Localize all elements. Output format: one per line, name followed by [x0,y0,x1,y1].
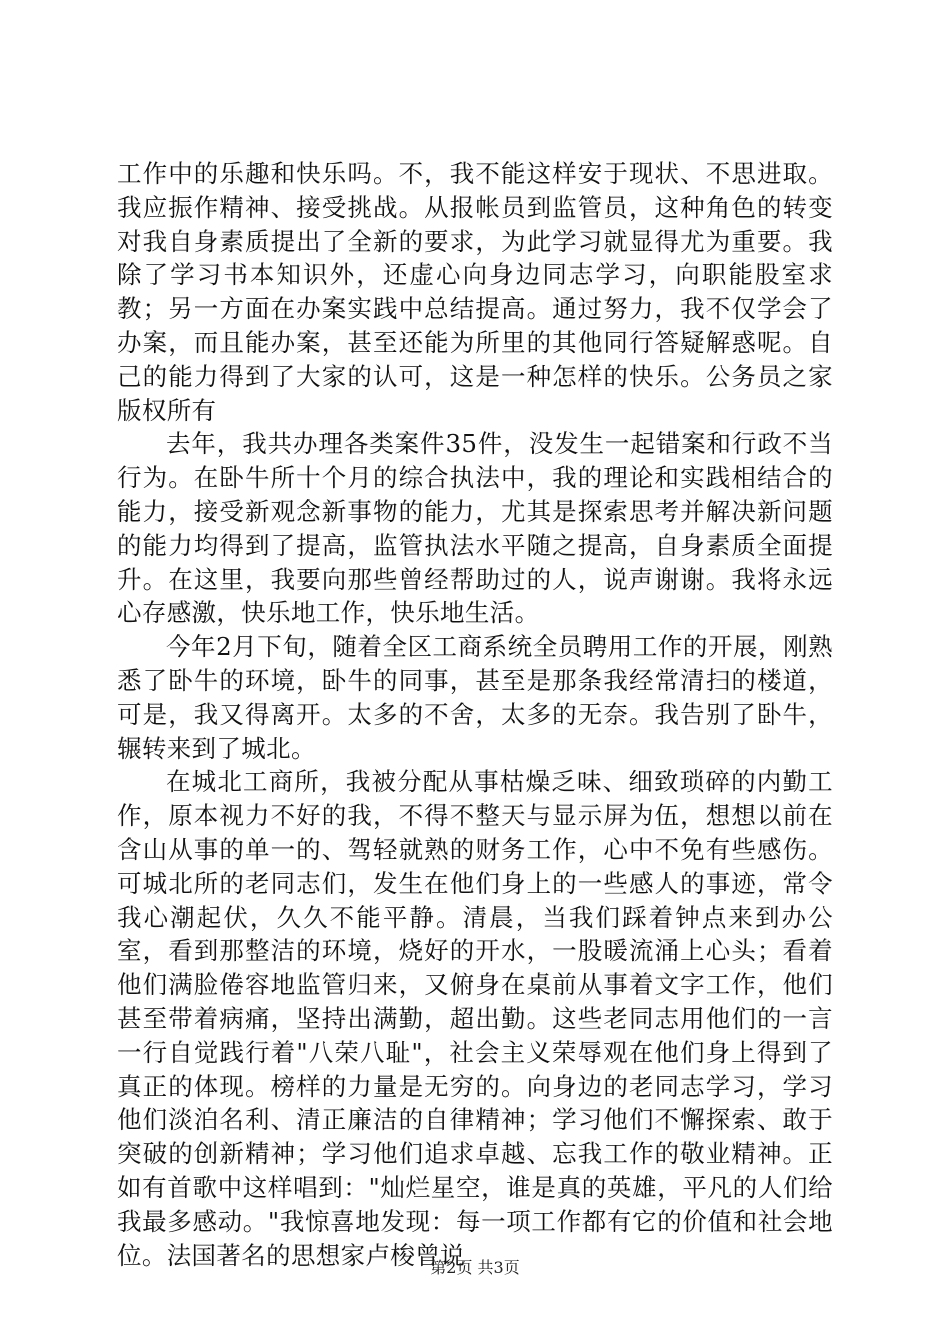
paragraph: 在城北工商所，我被分配从事枯燥乏味、细致琐碎的内勤工作，原本视力不好的我，不得不整天与显示屏为伍，想想以前在含山从事的单一的、驾轻就熟的财务工作，心中不免有些感伤。可城北所的老同志们，发生在他们身上的一些感人的事迹，常令我心潮起伏，久久不能平静。清晨，当我们踩着钟点来到办公室，看到那整洁的环境，烧好的开水，一股暖流涌上心头；看着他们满脸倦容地监管归来，又俯身在桌前从事着文字工作，他们甚至带着病痛，坚持出满勤，超出勤。这些老同志用他们的一言一行自觉践行着"八荣八耻"，社会主义荣辱观在他们身上得到了真正的体现。榜样的力量是无穷的。向身边的老同志学习，学习他们淡泊名利、清正廉洁的自律精神；学习他们不懈探索、敢于突破的创新精神；学习他们追求卓越、忘我工作的敬业精神。正如有首歌中这样唱到："灿烂星空，谁是真的英雄，平凡的人们给我最多感动。"我惊喜地发现：每一项工作都有它的价值和社会地位。法国著名的思想家卢梭曾说 [117,767,833,1270]
paragraph-continuation: 工作中的乐趣和快乐吗。不，我不能这样安于现状、不思进取。我应振作精神、接受挑战。从报帐员到监管员，这种角色的转变对我自身素质提出了全新的要求，为此学习就显得尤为重要。我除了学习书本知识外，还虚心向身边同志学习，向职能股室求教；另一方面在办案实践中总结提高。通过努力，我不仅学会了办案，而且能办案，甚至还能为所里的其他同行答疑解惑呢。自己的能力得到了大家的认可，这是一种怎样的快乐。公务员之家版权所有 [117,159,833,425]
paragraph: 今年2月下旬，随着全区工商系统全员聘用工作的开展，刚熟悉了卧牛的环境，卧牛的同事，甚至是那条我经常清扫的楼道，可是，我又得离开。太多的不舍，太多的无奈。我告别了卧牛，辗转来到了城北。 [117,632,833,763]
page-number: 第2页 共3页 [430,1258,520,1277]
document-body [117,157,833,1272]
paragraph: 去年，我共办理各类案件35件，没发生一起错案和行政不当行为。在卧牛所十个月的综合执法中，我的理论和实践相结合的能力，接受新观念新事物的能力，尤其是探索思考并解决新问题的能力均得到了提高，监管执法水平随之提高，自身素质全面提升。在这里，我要向那些曾经帮助过的人，说声谢谢。我将永远心存感激，快乐地工作，快乐地生活。 [117,429,833,628]
page-footer [0,1258,950,1278]
